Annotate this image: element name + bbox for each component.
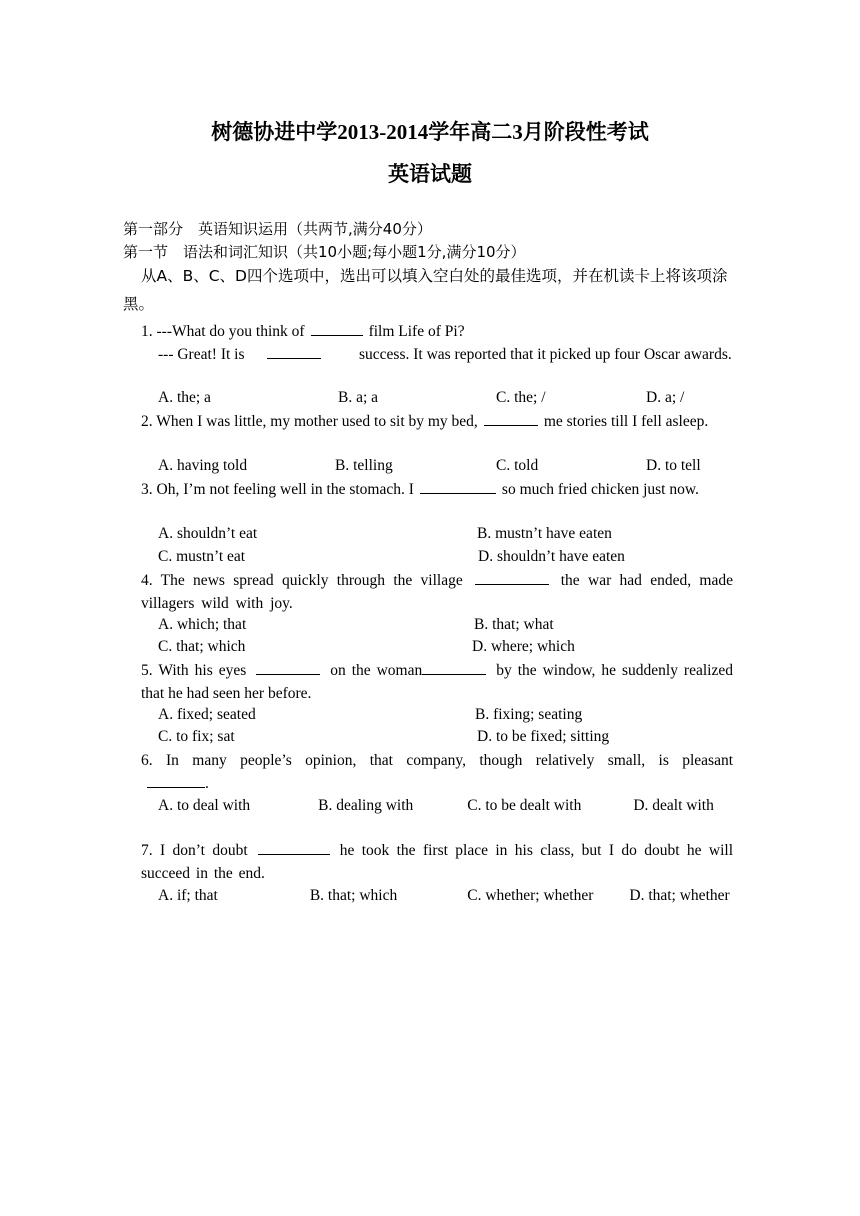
- question-number: 2.: [141, 413, 153, 430]
- option-d: D. to tell: [646, 457, 701, 474]
- question-stem: by the window, he suddenly realized that he had seen her before.: [141, 662, 733, 702]
- question-2: [123, 411, 733, 434]
- option-d: D. shouldn’t have eaten: [478, 548, 625, 565]
- question-number: 3.: [141, 481, 153, 498]
- question-stem: success. It was reported that it picked up four Oscar awards.: [359, 346, 732, 363]
- answer-blank: [256, 660, 320, 675]
- question-7: [123, 840, 733, 885]
- question-stem: The news spread quickly through the village: [160, 572, 463, 589]
- option-c: C. to fix; sat: [158, 728, 235, 745]
- option-a: A. to deal with: [158, 797, 251, 814]
- question-stem: --- Great! It is: [158, 345, 245, 363]
- question-stem: Oh, I’m not feeling well in the stomach. I: [156, 481, 414, 498]
- question-number: 4.: [141, 572, 153, 589]
- question-5: [123, 660, 733, 705]
- option-c: C. that; which: [158, 638, 246, 655]
- question-stem: In many people’s opinion, that company, though relatively small, is pleasant: [166, 752, 734, 769]
- option-b: B. a; a: [338, 389, 379, 406]
- option-c: C. the; /: [496, 389, 546, 406]
- answer-blank: [484, 411, 538, 426]
- answer-blank: [258, 840, 330, 855]
- answer-blank: [311, 321, 363, 336]
- exam-subtitle: 英语试题: [388, 162, 472, 186]
- question-stem: he took the first place in his class, but I do doubt he will succeed in the end.: [141, 842, 734, 882]
- question-7-options: [123, 885, 733, 908]
- option-b: B. mustn’t have eaten: [477, 525, 612, 542]
- answer-blank: [420, 479, 496, 494]
- question-stem: .: [205, 774, 209, 792]
- question-number: 5.: [141, 662, 153, 679]
- question-number: 1.: [141, 323, 153, 340]
- option-a: A. if; that: [158, 887, 218, 904]
- part-heading: 第一部分 英语知识运用（共两节,满分40分）: [123, 220, 432, 238]
- question-4: [123, 570, 733, 615]
- option-c: C. to be dealt with: [467, 797, 582, 814]
- question-stem: When I was little, my mother used to sit by my bed,: [156, 413, 478, 430]
- answer-blank: [147, 773, 205, 788]
- section-heading: 第一节 语法和词汇知识（共10小题;每小题1分,满分10分）: [123, 243, 526, 261]
- option-d: D. that; whether: [629, 887, 730, 904]
- question-stem: film Life of Pi?: [368, 323, 465, 340]
- option-d: D. to be fixed; sitting: [477, 728, 610, 745]
- question-stem: I don’t doubt: [160, 842, 248, 859]
- option-b: B. that; what: [474, 616, 554, 633]
- option-c: C. whether; whether: [467, 887, 594, 904]
- option-b: B. that; which: [309, 887, 398, 904]
- question-stem: on the woman: [330, 662, 423, 679]
- question-1-cont: [123, 344, 733, 367]
- option-a: A. the; a: [158, 389, 211, 406]
- answer-blank: [422, 660, 486, 675]
- option-d: D. where; which: [472, 638, 575, 655]
- option-b: B. telling: [335, 457, 393, 474]
- question-stem: me stories till I fell asleep.: [543, 413, 709, 430]
- answer-blank: [475, 570, 549, 585]
- question-number: 6.: [141, 752, 153, 769]
- question-number: 7.: [141, 842, 153, 859]
- option-c: C. told: [496, 457, 539, 474]
- question-stem: so much fried chicken just now.: [501, 481, 699, 498]
- exam-title: 树德协进中学2013-2014学年高二3月阶段性考试: [211, 120, 649, 144]
- instructions: 从A、B、C、D四个选项中，选出可以填入空白处的最佳选项，并在机读卡上将该项涂黑。: [123, 267, 728, 313]
- question-stem: With his eyes: [158, 662, 247, 679]
- option-a: A. which; that: [158, 616, 247, 633]
- option-b: B. fixing; seating: [475, 706, 583, 723]
- question-stem: the war had ended, made villagers wild with joy.: [141, 572, 733, 612]
- question-6: [123, 750, 733, 795]
- option-a: A. shouldn’t eat: [158, 525, 258, 542]
- question-stem: ---What do you think of: [156, 323, 305, 340]
- question-3: [123, 479, 733, 502]
- option-a: A. fixed; seated: [158, 706, 256, 723]
- option-d: D. a; /: [646, 389, 685, 406]
- option-d: D. dealt with: [633, 797, 714, 814]
- option-c: C. mustn’t eat: [158, 548, 246, 565]
- question-6-options: [123, 795, 733, 818]
- option-b: B. dealing with: [318, 797, 414, 814]
- option-a: A. having told: [158, 457, 248, 474]
